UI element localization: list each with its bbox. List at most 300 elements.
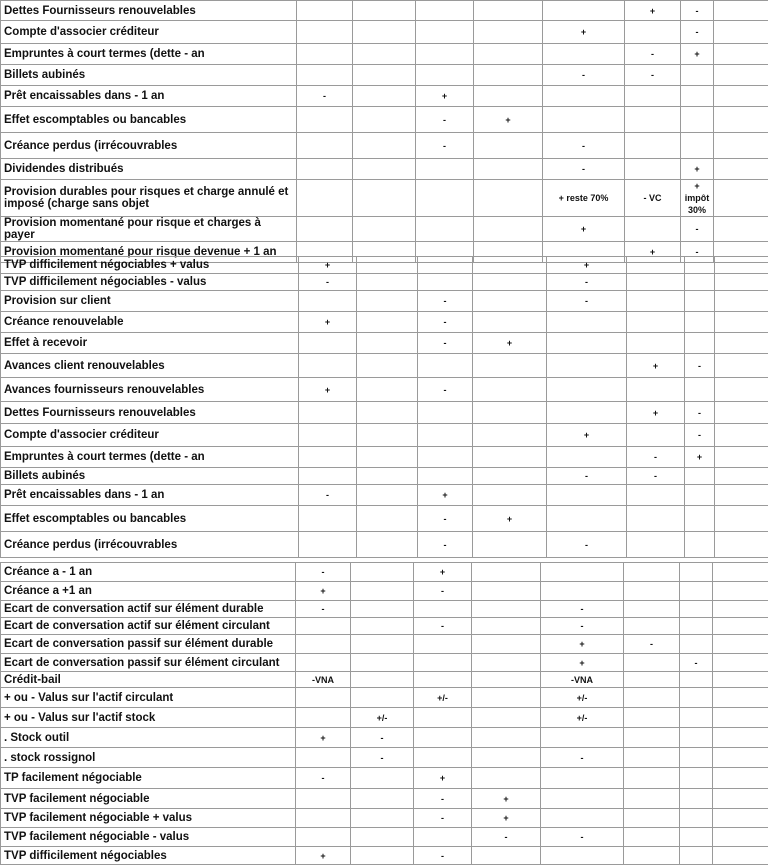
row-label: Dettes Fournisseurs renouvelables bbox=[1, 402, 299, 424]
table-cell: - bbox=[541, 748, 624, 768]
table-cell bbox=[351, 847, 414, 865]
table-cell bbox=[414, 728, 472, 748]
table-cell bbox=[296, 789, 351, 809]
table-cell bbox=[685, 532, 715, 558]
table-cell bbox=[351, 828, 414, 847]
row-label: Effet à recevoir bbox=[1, 333, 299, 354]
table-cell bbox=[680, 728, 713, 748]
table-row bbox=[1, 748, 768, 768]
table-cell bbox=[353, 133, 416, 159]
table-cell bbox=[624, 654, 680, 672]
table-cell bbox=[357, 506, 418, 532]
table-row bbox=[1, 506, 768, 532]
table-3 bbox=[0, 562, 768, 865]
table-1-body bbox=[1, 1, 768, 263]
table-2-body bbox=[1, 257, 768, 558]
table-cell bbox=[472, 768, 541, 789]
row-label: Ecart de conversation passif sur élément durable bbox=[1, 635, 296, 654]
table-cell: - bbox=[416, 107, 474, 133]
table-cell bbox=[296, 748, 351, 768]
row-label: Empruntes à court termes (dette - an bbox=[1, 447, 299, 468]
row-label: Avances fournisseurs renouvelables bbox=[1, 378, 299, 402]
table-cell bbox=[472, 847, 541, 865]
table-cell: + bbox=[681, 159, 714, 180]
table-cell bbox=[297, 159, 353, 180]
table-cell bbox=[353, 21, 416, 44]
table-cell: - bbox=[625, 65, 681, 86]
table-cell: - bbox=[296, 768, 351, 789]
row-label: + ou - Valus sur l'actif stock bbox=[1, 708, 296, 728]
table-cell: -VNA bbox=[296, 672, 351, 688]
table-row bbox=[1, 468, 768, 485]
table-row bbox=[1, 21, 768, 44]
table-cell: - bbox=[547, 468, 627, 485]
table-cell: - bbox=[547, 291, 627, 312]
table-row bbox=[1, 402, 768, 424]
table-cell bbox=[685, 333, 715, 354]
table-cell bbox=[418, 354, 473, 378]
table-cell: - bbox=[685, 354, 715, 378]
table-row bbox=[1, 809, 768, 828]
table-cell bbox=[627, 274, 685, 291]
table-cell bbox=[472, 728, 541, 748]
table-cell bbox=[715, 257, 768, 274]
table-cell bbox=[297, 44, 353, 65]
table-cell bbox=[474, 1, 543, 21]
table-cell bbox=[297, 1, 353, 21]
table-cell: - bbox=[414, 789, 472, 809]
table-cell: + bbox=[472, 809, 541, 828]
table-cell: - bbox=[299, 485, 357, 506]
row-label: + ou - Valus sur l'actif circulant bbox=[1, 688, 296, 708]
row-label: TVP difficilement négociables - valus bbox=[1, 274, 299, 291]
table-cell bbox=[296, 654, 351, 672]
table-cell bbox=[353, 107, 416, 133]
table-cell: + reste 70% bbox=[543, 180, 625, 217]
table-row bbox=[1, 354, 768, 378]
table-cell bbox=[474, 180, 543, 217]
table-cell bbox=[418, 468, 473, 485]
table-cell bbox=[680, 708, 713, 728]
table-cell: + bbox=[685, 447, 715, 468]
table-cell bbox=[541, 563, 624, 582]
table-cell bbox=[416, 44, 474, 65]
table-row bbox=[1, 180, 768, 217]
table-cell: +/- bbox=[414, 688, 472, 708]
table-cell bbox=[681, 65, 714, 86]
table-cell bbox=[296, 809, 351, 828]
table-row bbox=[1, 447, 768, 468]
table-cell bbox=[715, 291, 768, 312]
table-cell: - bbox=[627, 447, 685, 468]
table-cell bbox=[416, 159, 474, 180]
table-cell bbox=[714, 180, 768, 217]
table-cell bbox=[472, 563, 541, 582]
table-cell: + bbox=[627, 402, 685, 424]
table-cell: + bbox=[625, 242, 681, 263]
table-cell bbox=[547, 378, 627, 402]
table-cell bbox=[543, 86, 625, 107]
table-cell bbox=[713, 789, 768, 809]
table-cell bbox=[715, 354, 768, 378]
table-row bbox=[1, 728, 768, 748]
row-label: Provision momentané pour risque devenue + 1 an bbox=[1, 242, 297, 263]
table-cell bbox=[624, 748, 680, 768]
table-cell bbox=[627, 291, 685, 312]
table-cell: - bbox=[685, 402, 715, 424]
table-cell bbox=[472, 582, 541, 601]
table-cell: + bbox=[296, 847, 351, 865]
table-cell bbox=[547, 333, 627, 354]
table-cell: - bbox=[414, 847, 472, 865]
table-cell bbox=[625, 159, 681, 180]
table-row bbox=[1, 378, 768, 402]
table-cell bbox=[418, 402, 473, 424]
row-label: Effet escomptables ou bancables bbox=[1, 506, 299, 532]
table-cell bbox=[357, 291, 418, 312]
table-cell bbox=[416, 217, 474, 242]
table-cell bbox=[299, 532, 357, 558]
table-cell bbox=[473, 485, 547, 506]
table-cell bbox=[715, 274, 768, 291]
row-label: TP facilement négociable bbox=[1, 768, 296, 789]
table-cell bbox=[680, 618, 713, 635]
table-cell bbox=[472, 635, 541, 654]
table-cell: - bbox=[297, 86, 353, 107]
table-row bbox=[1, 312, 768, 333]
table-cell bbox=[473, 402, 547, 424]
table-cell bbox=[472, 708, 541, 728]
table-cell bbox=[543, 107, 625, 133]
table-cell bbox=[541, 728, 624, 748]
table-cell bbox=[714, 65, 768, 86]
table-cell bbox=[624, 708, 680, 728]
table-cell: + bbox=[543, 217, 625, 242]
table-cell bbox=[474, 217, 543, 242]
table-cell bbox=[357, 532, 418, 558]
table-cell bbox=[473, 354, 547, 378]
table-row bbox=[1, 485, 768, 506]
table-cell bbox=[680, 768, 713, 789]
table-cell: + bbox=[473, 333, 547, 354]
table-cell bbox=[414, 672, 472, 688]
table-cell bbox=[627, 424, 685, 447]
table-cell: + bbox=[296, 582, 351, 601]
table-cell bbox=[297, 21, 353, 44]
table-cell bbox=[297, 65, 353, 86]
table-cell bbox=[547, 402, 627, 424]
table-cell bbox=[353, 44, 416, 65]
table-cell bbox=[714, 21, 768, 44]
table-cell bbox=[680, 635, 713, 654]
table-cell: - bbox=[547, 532, 627, 558]
table-row bbox=[1, 672, 768, 688]
table-cell bbox=[299, 424, 357, 447]
table-cell bbox=[685, 468, 715, 485]
table-cell bbox=[357, 312, 418, 333]
table-cell bbox=[714, 44, 768, 65]
table-cell bbox=[418, 257, 473, 274]
table-cell: + bbox=[541, 635, 624, 654]
table-cell: + bbox=[473, 506, 547, 532]
table-cell bbox=[627, 485, 685, 506]
table-cell: + bbox=[472, 789, 541, 809]
table-cell: - bbox=[418, 378, 473, 402]
table-cell bbox=[680, 563, 713, 582]
table-cell: + bbox=[414, 768, 472, 789]
table-row bbox=[1, 708, 768, 728]
table-cell: + bbox=[474, 107, 543, 133]
table-cell bbox=[296, 688, 351, 708]
table-cell: + bbox=[547, 424, 627, 447]
table-cell bbox=[541, 809, 624, 828]
table-cell bbox=[472, 672, 541, 688]
table-cell bbox=[473, 532, 547, 558]
table-row bbox=[1, 217, 768, 242]
table-row bbox=[1, 768, 768, 789]
table-cell: + bbox=[416, 86, 474, 107]
table-cell bbox=[543, 1, 625, 21]
table-cell: +/- bbox=[541, 688, 624, 708]
table-cell bbox=[624, 768, 680, 789]
table-cell: - bbox=[418, 532, 473, 558]
table-cell bbox=[353, 65, 416, 86]
table-cell bbox=[714, 107, 768, 133]
table-cell bbox=[418, 447, 473, 468]
table-2 bbox=[0, 256, 768, 558]
table-cell bbox=[680, 582, 713, 601]
table-cell bbox=[296, 635, 351, 654]
table-cell bbox=[713, 618, 768, 635]
table-cell bbox=[297, 133, 353, 159]
table-cell bbox=[714, 217, 768, 242]
table-cell bbox=[357, 424, 418, 447]
table-cell bbox=[627, 532, 685, 558]
table-cell bbox=[624, 582, 680, 601]
table-cell bbox=[680, 789, 713, 809]
row-label: Créance a - 1 an bbox=[1, 563, 296, 582]
table-row bbox=[1, 532, 768, 558]
table-row bbox=[1, 44, 768, 65]
row-label: . Stock outil bbox=[1, 728, 296, 748]
table-row bbox=[1, 828, 768, 847]
table-cell: -VNA bbox=[541, 672, 624, 688]
table-cell: - bbox=[681, 242, 714, 263]
table-cell bbox=[357, 468, 418, 485]
table-cell: - bbox=[624, 635, 680, 654]
table-cell bbox=[547, 354, 627, 378]
row-label: Prêt encaissables dans - 1 an bbox=[1, 86, 297, 107]
table-cell bbox=[713, 688, 768, 708]
table-row bbox=[1, 159, 768, 180]
table-cell bbox=[297, 107, 353, 133]
table-cell bbox=[627, 312, 685, 333]
table-cell bbox=[624, 847, 680, 865]
table-row bbox=[1, 563, 768, 582]
row-label: Empruntes à court termes (dette - an bbox=[1, 44, 297, 65]
row-label: Dettes Fournisseurs renouvelables bbox=[1, 1, 297, 21]
row-label: Créance perdus (irrécouvrables bbox=[1, 133, 297, 159]
table-cell bbox=[472, 748, 541, 768]
row-label: Provision sur client bbox=[1, 291, 299, 312]
row-label: Effet escomptables ou bancables bbox=[1, 107, 297, 133]
table-cell bbox=[353, 86, 416, 107]
table-cell: - bbox=[416, 133, 474, 159]
table-cell bbox=[624, 563, 680, 582]
table-cell bbox=[681, 86, 714, 107]
table-cell bbox=[353, 180, 416, 217]
table-cell bbox=[351, 688, 414, 708]
table-row bbox=[1, 133, 768, 159]
table-cell bbox=[474, 65, 543, 86]
table-row bbox=[1, 424, 768, 447]
row-label: Dividendes distribués bbox=[1, 159, 297, 180]
table-row bbox=[1, 789, 768, 809]
table-cell bbox=[353, 217, 416, 242]
table-cell bbox=[351, 809, 414, 828]
table-cell bbox=[625, 21, 681, 44]
table-cell: + bbox=[625, 1, 681, 21]
table-cell bbox=[715, 468, 768, 485]
table-cell bbox=[416, 65, 474, 86]
row-label: Ecart de conversation passif sur élément circulant bbox=[1, 654, 296, 672]
table-cell bbox=[685, 291, 715, 312]
table-cell bbox=[714, 86, 768, 107]
table-cell bbox=[416, 180, 474, 217]
table-cell bbox=[296, 618, 351, 635]
table-cell: + bbox=[543, 21, 625, 44]
table-cell: + bbox=[299, 257, 357, 274]
table-cell: - bbox=[541, 828, 624, 847]
table-cell: - bbox=[414, 582, 472, 601]
table-cell: + bbox=[418, 485, 473, 506]
table-cell: - bbox=[414, 618, 472, 635]
table-cell: + bbox=[547, 257, 627, 274]
table-cell bbox=[627, 506, 685, 532]
table-cell bbox=[474, 21, 543, 44]
table-cell bbox=[296, 708, 351, 728]
table-cell bbox=[473, 378, 547, 402]
table-cell bbox=[357, 333, 418, 354]
table-row bbox=[1, 1, 768, 21]
table-cell bbox=[627, 257, 685, 274]
table-cell bbox=[418, 424, 473, 447]
table-cell bbox=[714, 1, 768, 21]
table-cell bbox=[681, 133, 714, 159]
table-cell bbox=[474, 133, 543, 159]
table-cell bbox=[416, 1, 474, 21]
row-label: TVP facilement négociable - valus bbox=[1, 828, 296, 847]
table-row bbox=[1, 688, 768, 708]
table-cell bbox=[414, 748, 472, 768]
row-label: Prêt encaissables dans - 1 an bbox=[1, 485, 299, 506]
table-cell bbox=[625, 133, 681, 159]
table-cell bbox=[680, 672, 713, 688]
table-cell bbox=[353, 159, 416, 180]
table-cell bbox=[547, 447, 627, 468]
table-cell bbox=[351, 563, 414, 582]
table-cell: - bbox=[351, 728, 414, 748]
table-cell bbox=[543, 44, 625, 65]
table-cell bbox=[680, 748, 713, 768]
table-cell: - bbox=[680, 654, 713, 672]
table-row bbox=[1, 107, 768, 133]
table-cell bbox=[713, 654, 768, 672]
table-cell bbox=[299, 333, 357, 354]
row-label: . stock rossignol bbox=[1, 748, 296, 768]
table-cell bbox=[624, 809, 680, 828]
table-cell bbox=[685, 506, 715, 532]
table-cell: + bbox=[296, 728, 351, 748]
row-label: TVP facilement négociable + valus bbox=[1, 809, 296, 828]
table-cell bbox=[713, 748, 768, 768]
table-cell: - bbox=[681, 217, 714, 242]
table-cell bbox=[473, 468, 547, 485]
table-cell bbox=[713, 847, 768, 865]
table-cell: + impôt 30% bbox=[681, 180, 714, 217]
table-cell bbox=[713, 728, 768, 748]
table-cell: +/- bbox=[351, 708, 414, 728]
table-row bbox=[1, 291, 768, 312]
table-cell bbox=[473, 424, 547, 447]
table-cell bbox=[685, 274, 715, 291]
table-row bbox=[1, 654, 768, 672]
table-cell bbox=[680, 809, 713, 828]
table-cell: - bbox=[299, 274, 357, 291]
table-cell bbox=[351, 789, 414, 809]
table-cell: - bbox=[296, 563, 351, 582]
table-cell bbox=[713, 708, 768, 728]
row-label: Crédit-bail bbox=[1, 672, 296, 688]
table-cell: - bbox=[685, 424, 715, 447]
table-cell bbox=[715, 312, 768, 333]
table-cell bbox=[351, 768, 414, 789]
table-cell: - bbox=[627, 468, 685, 485]
table-cell: - bbox=[541, 618, 624, 635]
row-label: Créance renouvelable bbox=[1, 312, 299, 333]
table-cell bbox=[474, 159, 543, 180]
table-cell bbox=[297, 217, 353, 242]
table-cell bbox=[715, 424, 768, 447]
table-cell bbox=[624, 601, 680, 618]
table-cell bbox=[418, 274, 473, 291]
table-cell bbox=[685, 378, 715, 402]
table-cell bbox=[715, 532, 768, 558]
table-row bbox=[1, 618, 768, 635]
table-cell bbox=[547, 312, 627, 333]
row-label: Billets aubinés bbox=[1, 468, 299, 485]
table-cell: - bbox=[351, 748, 414, 768]
table-cell bbox=[541, 789, 624, 809]
table-cell bbox=[541, 768, 624, 789]
table-cell bbox=[541, 847, 624, 865]
row-label: Créance perdus (irrécouvrables bbox=[1, 532, 299, 558]
table-cell bbox=[299, 447, 357, 468]
table-cell bbox=[351, 582, 414, 601]
table-cell: - bbox=[681, 1, 714, 21]
table-cell bbox=[715, 333, 768, 354]
table-cell bbox=[299, 354, 357, 378]
table-cell bbox=[714, 159, 768, 180]
table-cell bbox=[714, 133, 768, 159]
row-label: Compte d'associer créditeur bbox=[1, 21, 297, 44]
table-cell bbox=[713, 809, 768, 828]
table-row bbox=[1, 274, 768, 291]
table-cell: - bbox=[418, 506, 473, 532]
row-label: Billets aubinés bbox=[1, 65, 297, 86]
table-block-2 bbox=[0, 256, 768, 558]
table-cell bbox=[713, 601, 768, 618]
